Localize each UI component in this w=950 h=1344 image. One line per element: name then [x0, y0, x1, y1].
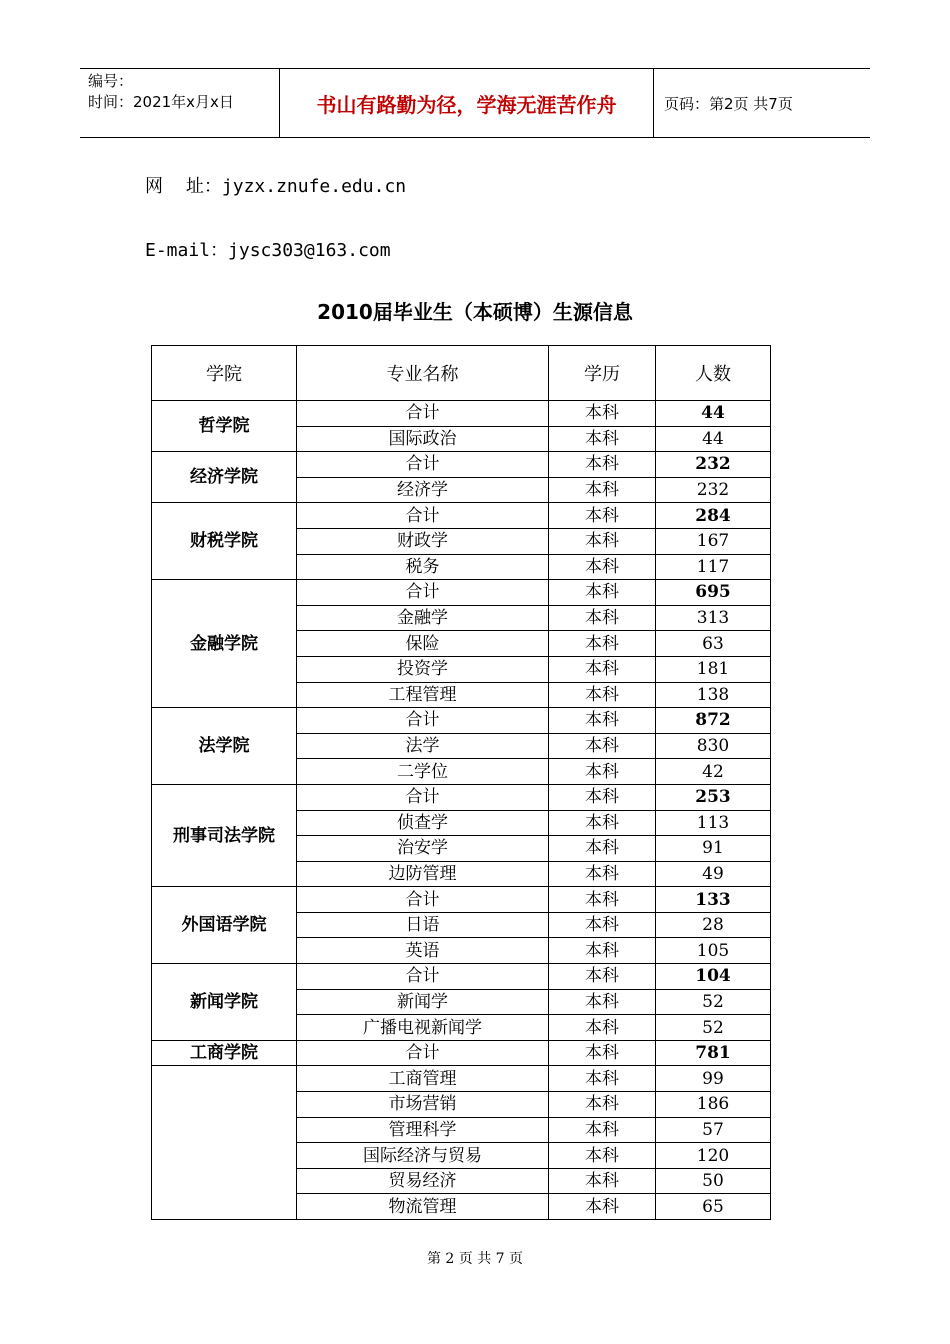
count-cell: 50	[656, 1168, 771, 1194]
major-cell: 工商管理	[297, 1066, 549, 1092]
table-body	[152, 401, 771, 1220]
major-cell: 广播电视新闻学	[297, 1015, 549, 1041]
header-college: 学院	[152, 346, 297, 401]
degree-cell: 本科	[549, 1117, 656, 1143]
table-row	[152, 452, 771, 478]
degree-cell: 本科	[549, 477, 656, 503]
degree-cell: 本科	[549, 964, 656, 990]
count-cell: 65	[656, 1194, 771, 1220]
degree-cell: 本科	[549, 631, 656, 657]
table-row	[152, 887, 771, 913]
degree-cell: 本科	[549, 1040, 656, 1066]
major-cell: 合计	[297, 452, 549, 478]
degree-cell: 本科	[549, 989, 656, 1015]
table-row	[152, 1040, 771, 1066]
degree-cell: 本科	[549, 426, 656, 452]
degree-cell: 本科	[549, 580, 656, 606]
count-cell: 52	[656, 1015, 771, 1041]
count-cell: 117	[656, 554, 771, 580]
major-cell: 治安学	[297, 836, 549, 862]
count-cell: 181	[656, 656, 771, 682]
major-cell: 财政学	[297, 528, 549, 554]
degree-cell: 本科	[549, 733, 656, 759]
count-cell: 284	[656, 503, 771, 529]
table-row	[152, 708, 771, 734]
count-cell: 49	[656, 861, 771, 887]
document-header	[80, 68, 870, 138]
count-cell: 186	[656, 1092, 771, 1118]
count-cell: 167	[656, 528, 771, 554]
major-cell: 保险	[297, 631, 549, 657]
count-cell: 781	[656, 1040, 771, 1066]
count-cell: 120	[656, 1143, 771, 1169]
college-cell	[152, 1066, 297, 1220]
major-cell: 工程管理	[297, 682, 549, 708]
count-cell: 99	[656, 1066, 771, 1092]
degree-cell: 本科	[549, 682, 656, 708]
count-cell: 91	[656, 836, 771, 862]
table-row	[152, 580, 771, 606]
major-cell: 合计	[297, 1040, 549, 1066]
major-cell: 物流管理	[297, 1194, 549, 1220]
college-cell: 财税学院	[152, 503, 297, 580]
college-cell: 外国语学院	[152, 887, 297, 964]
count-cell: 104	[656, 964, 771, 990]
table-title: 2010届毕业生（本硕博）生源信息	[317, 300, 633, 324]
degree-cell: 本科	[549, 1066, 656, 1092]
count-cell: 830	[656, 733, 771, 759]
page-footer: 第 2 页 共 7 页	[426, 1251, 524, 1267]
major-cell: 贸易经济	[297, 1168, 549, 1194]
degree-cell: 本科	[549, 887, 656, 913]
major-cell: 金融学	[297, 605, 549, 631]
count-cell: 113	[656, 810, 771, 836]
count-cell: 253	[656, 784, 771, 810]
header-motto: 书山有路勤为径，学海无涯苦作舟	[280, 69, 654, 137]
college-cell: 刑事司法学院	[152, 784, 297, 886]
website-label: 网 址：	[145, 176, 222, 197]
major-cell: 投资学	[297, 656, 549, 682]
major-cell: 合计	[297, 887, 549, 913]
degree-cell: 本科	[549, 1194, 656, 1220]
email-label: E-mail：	[145, 240, 229, 261]
major-cell: 国际经济与贸易	[297, 1143, 549, 1169]
college-cell: 工商学院	[152, 1040, 297, 1066]
degree-cell: 本科	[549, 528, 656, 554]
degree-cell: 本科	[549, 503, 656, 529]
header-major: 专业名称	[297, 346, 549, 401]
table-row	[152, 784, 771, 810]
major-cell: 合计	[297, 503, 549, 529]
count-cell: 138	[656, 682, 771, 708]
college-cell: 金融学院	[152, 580, 297, 708]
header-meta	[80, 69, 280, 137]
major-cell: 英语	[297, 938, 549, 964]
major-cell: 国际政治	[297, 426, 549, 452]
major-cell: 经济学	[297, 477, 549, 503]
degree-cell: 本科	[549, 1092, 656, 1118]
major-cell: 日语	[297, 912, 549, 938]
major-cell: 合计	[297, 708, 549, 734]
count-cell: 63	[656, 631, 771, 657]
count-cell: 57	[656, 1117, 771, 1143]
count-cell: 313	[656, 605, 771, 631]
table-header-row	[152, 346, 771, 401]
college-cell: 经济学院	[152, 452, 297, 503]
graduate-source-table	[151, 345, 771, 1220]
degree-cell: 本科	[549, 656, 656, 682]
table-row	[152, 503, 771, 529]
degree-cell: 本科	[549, 938, 656, 964]
major-cell: 侦查学	[297, 810, 549, 836]
email-line	[145, 236, 391, 262]
degree-cell: 本科	[549, 708, 656, 734]
degree-cell: 本科	[549, 836, 656, 862]
degree-cell: 本科	[549, 759, 656, 785]
degree-cell: 本科	[549, 401, 656, 427]
table-row	[152, 401, 771, 427]
header-count: 人数	[656, 346, 771, 401]
degree-cell: 本科	[549, 1015, 656, 1041]
major-cell: 市场营销	[297, 1092, 549, 1118]
degree-cell: 本科	[549, 810, 656, 836]
major-cell: 税务	[297, 554, 549, 580]
time-label: 时间：2021年x月x日	[88, 93, 234, 111]
email-value: jysc303@163.com	[228, 240, 391, 261]
degree-cell: 本科	[549, 1168, 656, 1194]
major-cell: 合计	[297, 401, 549, 427]
degree-cell: 本科	[549, 452, 656, 478]
website-value: jyzx.znufe.edu.cn	[221, 176, 407, 197]
count-cell: 232	[656, 452, 771, 478]
college-cell: 新闻学院	[152, 964, 297, 1041]
count-cell: 44	[656, 401, 771, 427]
degree-cell: 本科	[549, 861, 656, 887]
major-cell: 合计	[297, 964, 549, 990]
table-row	[152, 1066, 771, 1092]
number-label: 编号：	[88, 72, 134, 90]
major-cell: 合计	[297, 580, 549, 606]
website-line	[145, 172, 406, 198]
count-cell: 105	[656, 938, 771, 964]
major-cell: 法学	[297, 733, 549, 759]
college-cell: 哲学院	[152, 401, 297, 452]
count-cell: 695	[656, 580, 771, 606]
count-cell: 133	[656, 887, 771, 913]
table-row	[152, 964, 771, 990]
college-cell: 法学院	[152, 708, 297, 785]
degree-cell: 本科	[549, 1143, 656, 1169]
degree-cell: 本科	[549, 784, 656, 810]
count-cell: 232	[656, 477, 771, 503]
major-cell: 新闻学	[297, 989, 549, 1015]
degree-cell: 本科	[549, 554, 656, 580]
major-cell: 合计	[297, 784, 549, 810]
count-cell: 44	[656, 426, 771, 452]
count-cell: 28	[656, 912, 771, 938]
count-cell: 42	[656, 759, 771, 785]
major-cell: 边防管理	[297, 861, 549, 887]
count-cell: 872	[656, 708, 771, 734]
header-page-code: 页码：第2页 共7页	[664, 94, 793, 113]
count-cell: 52	[656, 989, 771, 1015]
header-degree: 学历	[549, 346, 656, 401]
major-cell: 二学位	[297, 759, 549, 785]
degree-cell: 本科	[549, 605, 656, 631]
degree-cell: 本科	[549, 912, 656, 938]
major-cell: 管理科学	[297, 1117, 549, 1143]
